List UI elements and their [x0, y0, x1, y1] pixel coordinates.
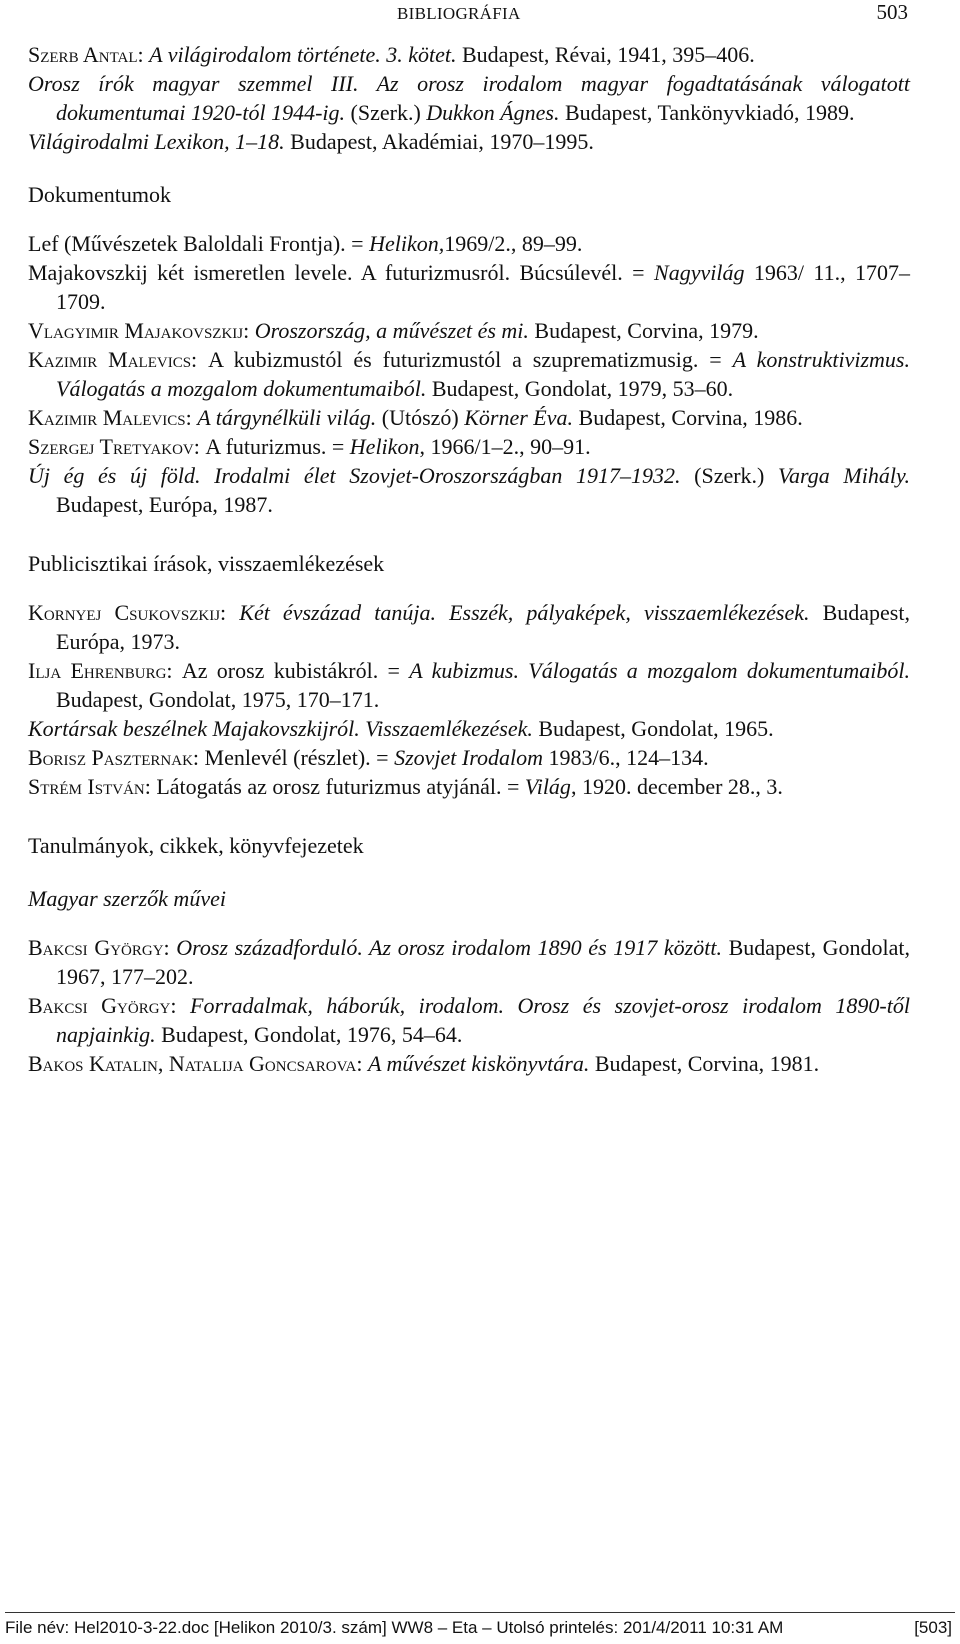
page-footer — [0, 1612, 960, 1644]
bib-entry: Kazimir Malevics: A kubizmustól és futurizmustól a szuprematizmusig. = A konstruktivizmus. Válogatás a mozgalom dokumentumaiból. Budapest, Gondolat, 1979, 53–60. — [28, 347, 910, 401]
bib-entry: Világirodalmi Lexikon, 1–18. Budapest, Akadémiai, 1970–1995. — [28, 129, 594, 154]
bib-entry: Kornyej Csukovszkij: Két évszázad tanúja. Esszék, pályaképek, visszaemlékezések. Budapest, Európa, 1973. — [28, 600, 910, 654]
bib-entry: Kortársak beszélnek Majakovszkijról. Visszaemlékezések. Budapest, Gondolat, 1965. — [28, 716, 774, 741]
bib-entry: Majakovszkij két ismeretlen levele. A futurizmusról. Búcsúlevél. = Nagyvilág 1963/ 11., 1707–1709. — [28, 260, 911, 314]
bib-entry: Orosz írók magyar szemmel III. Az orosz irodalom magyar fogadtatásának válogatott dokumentumai 1920-tól 1944-ig. (Szerk.) Dukkon Ágnes. Budapest, Tankönyvkiadó, 1989. — [28, 71, 910, 125]
bib-entry: Bakcsi György: Orosz századforduló. Az orosz irodalom 1890 és 1917 között. Budapest, Gondolat, 1967, 177–202. — [28, 935, 910, 989]
bib-entry: Szerb Antal: A világirodalom története. 3. kötet. Budapest, Révai, 1941, 395–406. — [28, 42, 755, 67]
subsection-heading-magyar-szerzok: Magyar szerzők művei — [28, 886, 226, 911]
file-meta: File név: Hel2010-3-22.doc [Helikon 2010/3. szám] WW8 – Eta – Utolsó printelés: 201/4/2011 10:31 AM — [5, 1618, 784, 1637]
page-number: 503 — [876, 0, 908, 24]
section-heading-publicisztika: Publicisztikai írások, visszaemlékezések — [28, 551, 385, 576]
bib-entry: Ilja Ehrenburg: Az orosz kubistákról. = A kubizmus. Válogatás a mozgalom dokumentumaiból. Budapest, Gondolat, 1975, 170–171. — [28, 658, 911, 712]
bibliography-body — [28, 40, 910, 1078]
section-heading-tanulmanyok: Tanulmányok, cikkek, könyvfejezetek — [28, 833, 364, 858]
bib-entry: Új ég és új föld. Irodalmi élet Szovjet-Oroszországban 1917–1932. (Szerk.) Varga Mihály. Budapest, Európa, 1987. — [28, 463, 910, 517]
running-head: BIBLIOGRÁFIA — [397, 4, 521, 23]
bib-entry: Borisz Paszternak: Menlevél (részlet). = Szovjet Irodalom 1983/6., 124–134. — [28, 745, 709, 770]
bib-entry: Bakos Katalin, Natalija Goncsarova: A művészet kiskönyvtára. Budapest, Corvina, 1981. — [28, 1051, 820, 1076]
bib-entry: Szergej Tretyakov: A futurizmus. = Helikon, 1966/1–2., 90–91. — [28, 434, 591, 459]
bib-entry: Strém István: Látogatás az orosz futurizmus atyjánál. = Világ, 1920. december 28., 3. — [28, 774, 783, 799]
bib-entry: Lef (Művészetek Baloldali Frontja). = Helikon,1969/2., 89–99. — [28, 231, 583, 256]
bib-entry: Vlagyimir Majakovszkij: Oroszország, a művészet és mi. Budapest, Corvina, 1979. — [28, 318, 759, 343]
footer-rule — [5, 1612, 955, 1613]
bib-entry: Kazimir Malevics: A tárgynélküli világ. (Utószó) Körner Éva. Budapest, Corvina, 1986. — [28, 405, 803, 430]
footer-page-ref: [503] — [914, 1618, 952, 1637]
page-header — [0, 0, 960, 30]
bib-entry: Bakcsi György: Forradalmak, háborúk, irodalom. Orosz és szovjet-orosz irodalom 1890-től napjainkig. Budapest, Gondolat, 1976, 54–64. — [28, 993, 910, 1047]
section-heading-dokumentumok: Dokumentumok — [28, 182, 171, 207]
